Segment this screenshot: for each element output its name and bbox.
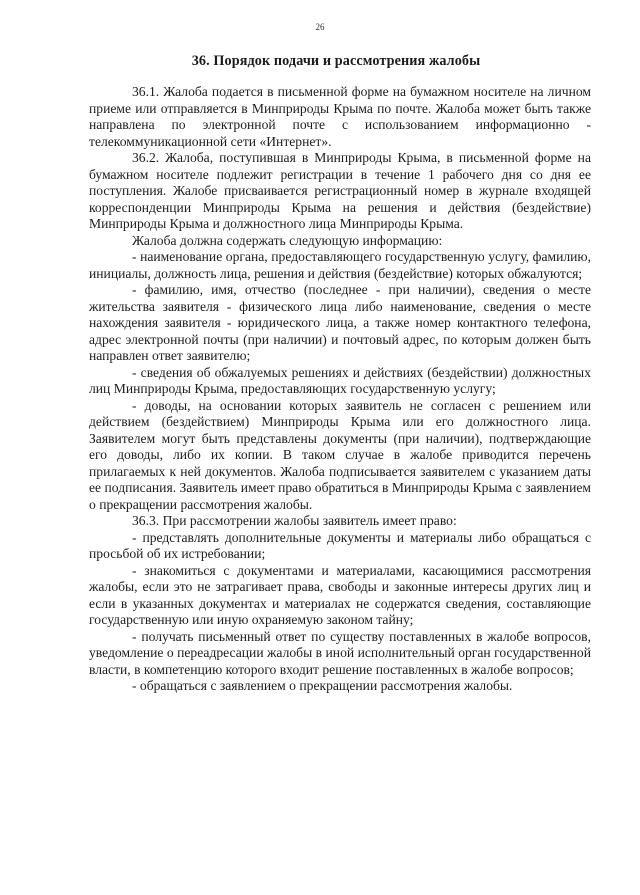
paragraph-complaint-contents-intro: Жалоба должна содержать следующую информацию: [132, 232, 443, 248]
list-item-review-materials: - знакомиться с документами и материалами, касающимися рассмотрения жалобы, если это не затрагивает права, свободы и законные интересы других лиц и если в указанных документах и материалах не содержатся сведения, составляющие государственную или иную охраняемую законом тайну; [89, 562, 591, 627]
paragraph-36-2: 36.2. Жалоба, поступившая в Минприроды Крыма, в письменной форме на бумажном носителе подлежит регистрации в течение 1 рабочего дня со дня ее поступления. Жалобе присваивается регистрационный номер в журнале входящей корреспонденции Минприроды Крыма на решения и действия (бездействие) Минприроды Крыма и должностного лица Минприроды Крыма. [89, 150, 591, 231]
section-title: 36. Порядок подачи и рассмотрения жалобы [191, 53, 481, 69]
list-item-appealed-decisions: - сведения об обжалуемых решениях и действиях (бездействии) должностных лиц Минприроды Крыма, предоставляющих государственную услугу; [89, 364, 591, 396]
page-number: 26 [315, 22, 325, 32]
document-body [89, 84, 591, 695]
list-item-arguments: - доводы, на основании которых заявитель не согласен с решением или действием (бездействием) Минприроды Крыма или его должностного лица. Заявителем могут быть представлены документы (при наличии), подтверждающие его доводы, либо их копии. В таком случае в жалобе приводится перечень прилагаемых к ней документов. Жалоба подписывается заявителем с указанием даты ее подписания. Заявитель имеет право обратиться в Минприроды Крыма с заявлением о прекращении рассмотрения жалобы. [89, 397, 591, 512]
list-item-authority-name: - наименование органа, предоставляющего государственную услугу, фамилию, инициалы, должность лица, решения и действия (бездействие) которых обжалуются; [89, 249, 591, 281]
list-item-withdraw-complaint: - обращаться с заявлением о прекращении рассмотрения жалобы. [132, 678, 513, 693]
list-item-receive-answer: - получать письменный ответ по существу поставленных в жалобе вопросов, уведомление о переадресации жалобы в иной исполнительный орган государственной власти, в компетенцию которого входит решение поставленных в жалобе вопросов; [89, 628, 591, 677]
list-item-submit-documents: - представлять дополнительные документы и материалы либо обращаться с просьбой об их истребовании; [89, 529, 591, 561]
list-item-applicant-details: - фамилию, имя, отчество (последнее - при наличии), сведения о месте жительства заявителя - физического лица либо наименование, сведения о месте нахождения заявителя - юридического лица, а также номер контактного телефона, адрес электронной почты (при наличии) и почтовый адрес, по которым должен быть направлен ответ заявителю; [89, 282, 591, 363]
paragraph-36-1: 36.1. Жалоба подается в письменной форме на бумажном носителе на личном приеме или отправляется в Минприроды Крыма по почте. Жалоба может быть также направлена по электронной почте с использованием информационно - телекоммуникационной сети «Интернет». [89, 84, 591, 149]
paragraph-36-3: 36.3. При рассмотрении жалобы заявитель имеет право: [132, 513, 457, 528]
